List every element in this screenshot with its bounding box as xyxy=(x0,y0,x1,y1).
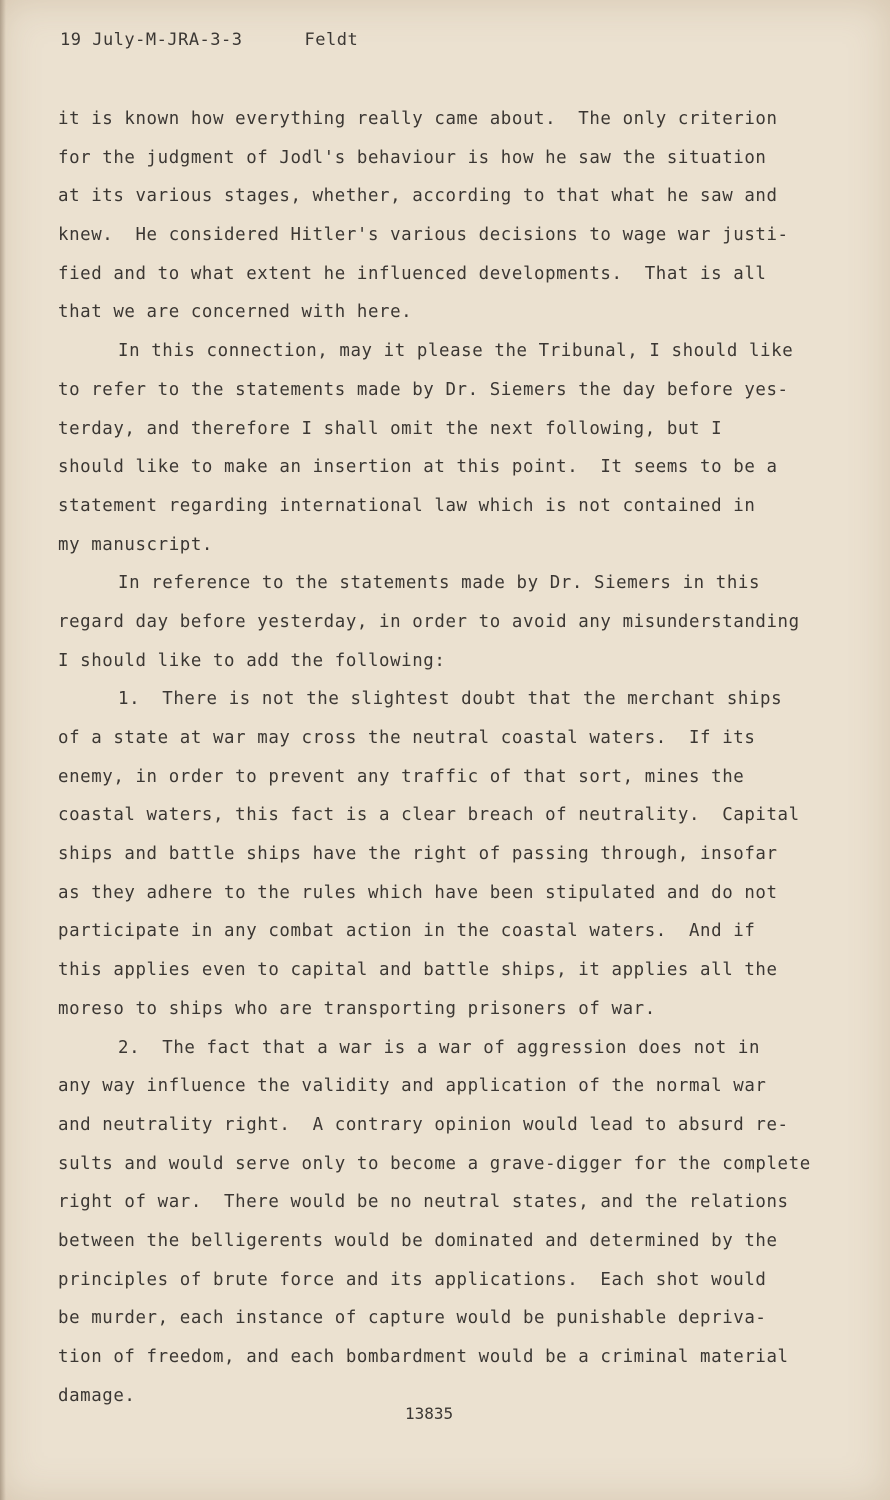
text-line: right of war. There would be no neutral states, and the relations xyxy=(58,1192,789,1213)
binding-edge xyxy=(0,0,6,1500)
text-line: between the belligerents would be dominated and determined by the xyxy=(58,1230,778,1251)
text-line: participate in any combat action in the coastal waters. And if xyxy=(58,921,756,942)
text-line: damage. xyxy=(58,1385,136,1406)
speaker-name: Feldt xyxy=(304,30,359,50)
text-line: I should like to add the following: xyxy=(58,650,446,671)
page-number: 13835 xyxy=(405,1404,454,1423)
text-line: at its various stages, whether, according to that what he saw and xyxy=(58,186,778,207)
text-line: as they adhere to the rules which have been stipulated and do not xyxy=(58,882,778,903)
text-line: for the judgment of Jodl's behaviour is how he saw the situation xyxy=(58,147,767,168)
text-line: be murder, each instance of capture would be punishable depriva- xyxy=(58,1308,767,1329)
text-line: coastal waters, this fact is a clear breach of neutrality. Capital xyxy=(58,805,800,826)
text-line: it is known how everything really came about. The only criterion xyxy=(58,109,778,129)
text-line: of a state at war may cross the neutral coastal waters. If its xyxy=(58,728,756,748)
text-line: In reference to the statements made by Dr. Siemers in this xyxy=(118,573,761,594)
text-line: terday, and therefore I shall omit the next following, but I xyxy=(58,418,723,439)
text-line: enemy, in order to prevent any traffic of that sort, mines the xyxy=(58,766,745,787)
text-line: my manuscript. xyxy=(58,534,213,555)
text-line: and neutrality right. A contrary opinion would lead to absurd re- xyxy=(58,1114,789,1135)
text-line: 1. There is not the slightest doubt that the merchant ships xyxy=(118,689,783,710)
text-line: regard day before yesterday, in order to avoid any misunderstanding xyxy=(58,611,800,632)
text-line: moreso to ships who are transporting prisoners of war. xyxy=(58,998,656,1019)
text-line: that we are concerned with here. xyxy=(58,302,413,323)
text-line: knew. He considered Hitler's various decisions to wage war justi- xyxy=(58,225,789,246)
text-line: fied and to what extent he influenced developments. That is all xyxy=(58,263,767,284)
text-line: this applies even to capital and battle ships, it applies all the xyxy=(58,960,778,981)
text-line: ships and battle ships have the right of passing through, insofar xyxy=(58,844,778,865)
text-line: sults and would serve only to become a grave-digger for the complete xyxy=(58,1153,811,1174)
text-line: principles of brute force and its applications. Each shot would xyxy=(58,1269,767,1290)
text-line: to refer to the statements made by Dr. Siemers the day before yes- xyxy=(58,379,789,400)
text-line: tion of freedom, and each bombardment would be a criminal material xyxy=(58,1347,789,1367)
text-line: should like to make an insertion at this point. It seems to be a xyxy=(58,457,778,478)
transcript-reference: 19 July-M-JRA-3-3 xyxy=(60,30,243,50)
text-line: 2. The fact that a war is a war of aggression does not in xyxy=(118,1037,761,1058)
page-header xyxy=(60,30,358,50)
text-line: statement regarding international law which is not contained in xyxy=(58,495,756,516)
transcript-body xyxy=(58,100,848,1415)
text-line: any way influence the validity and application of the normal war xyxy=(58,1076,767,1097)
text-line: In this connection, may it please the Tribunal, I should like xyxy=(118,341,794,362)
